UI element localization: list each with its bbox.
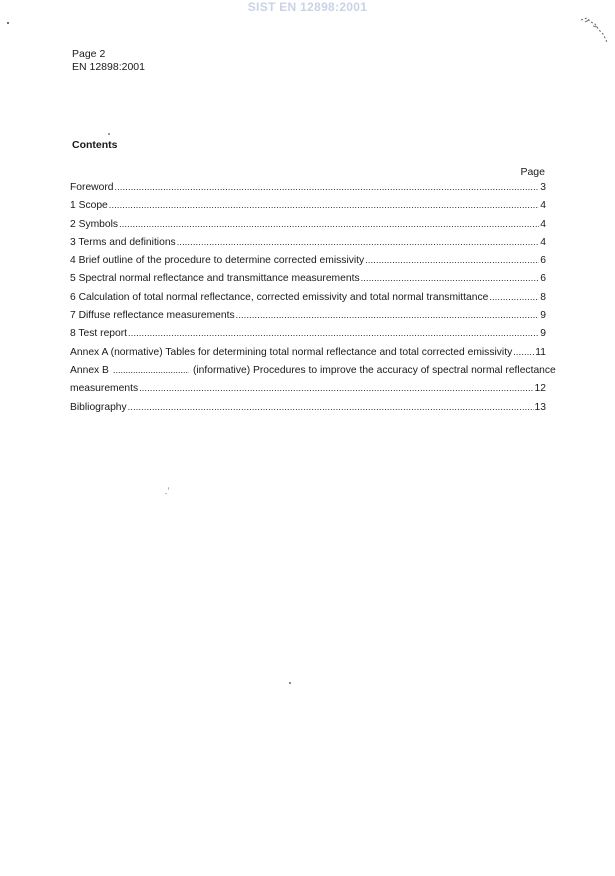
toc-entry-bibliography[interactable] xyxy=(70,401,546,419)
leader-dots xyxy=(139,382,533,395)
scan-speck xyxy=(108,133,110,135)
toc-entry-title: Annex A (normative) Tables for determining total normal reflectance and total corrected emissivity xyxy=(70,346,513,358)
scan-speck xyxy=(168,487,169,490)
leader-dots xyxy=(361,272,539,285)
leader-dots xyxy=(109,199,539,212)
toc-entry-title: Bibliography xyxy=(70,401,127,413)
toc-entry-page: 3 xyxy=(540,182,546,193)
toc-entry-title: 4 Brief outline of the procedure to determine corrected emissivity xyxy=(70,255,365,267)
table-of-contents xyxy=(70,181,556,419)
toc-entry-page: 11 xyxy=(535,346,546,358)
toc-entry-page: 9 xyxy=(540,310,546,322)
standard-number: EN 12898:2001 xyxy=(72,61,145,73)
leader-dots xyxy=(489,291,539,304)
toc-entry-page: 13 xyxy=(534,401,546,413)
toc-entry-annex-a[interactable] xyxy=(70,346,546,364)
scan-speck xyxy=(7,22,9,24)
toc-entry-page: 4 xyxy=(540,236,546,248)
toc-entry-symbols[interactable] xyxy=(70,218,546,236)
scan-mark-icon xyxy=(579,16,609,44)
scan-speck xyxy=(165,493,167,494)
leader-dots xyxy=(236,309,539,322)
leader-dots xyxy=(128,327,539,340)
toc-entry-title: Foreword xyxy=(70,182,114,193)
toc-entry-page: 12 xyxy=(534,382,546,394)
toc-entry-title: 7 Diffuse reflectance measurements xyxy=(70,310,235,322)
toc-entry-diffuse[interactable] xyxy=(70,309,546,327)
toc-entry-title-rest: (informative) Procedures to improve the accuracy of spectral normal reflectance xyxy=(192,364,556,376)
page-number: Page 2 xyxy=(72,48,106,60)
toc-entry-page: 6 xyxy=(540,255,546,267)
leader-dots xyxy=(119,218,539,231)
toc-entry-foreword[interactable] xyxy=(70,181,546,199)
toc-entry-outline[interactable] xyxy=(70,254,546,272)
toc-entry-page: 9 xyxy=(540,328,546,340)
toc-entry-title: 1 Scope xyxy=(70,200,108,212)
toc-entry-annex-b[interactable] xyxy=(70,364,556,401)
toc-entry-title: 3 Terms and definitions xyxy=(70,236,176,248)
scan-speck xyxy=(289,682,291,684)
toc-entry-title-lead: Annex B xyxy=(70,364,109,376)
toc-entry-title-continued: measurements xyxy=(70,382,139,394)
toc-entry-scope[interactable] xyxy=(70,199,546,217)
watermark: SIST EN 12898:2001 xyxy=(247,0,368,14)
page-header xyxy=(72,48,145,74)
toc-entry-title: 5 Spectral normal reflectance and transmittance measurements xyxy=(70,273,360,285)
toc-entry-page: 4 xyxy=(540,218,546,230)
leader-dots xyxy=(365,254,539,267)
page-column-label: Page xyxy=(520,166,545,178)
leader-dots xyxy=(128,401,534,414)
toc-entry-terms[interactable] xyxy=(70,236,546,254)
toc-entry-calculation[interactable] xyxy=(70,291,546,309)
toc-entry-page: 6 xyxy=(540,273,546,285)
leader-dots xyxy=(513,346,534,359)
leader-dots xyxy=(115,181,540,194)
contents-heading: Contents xyxy=(72,139,118,151)
toc-entry-title: 2 Symbols xyxy=(70,218,119,230)
toc-entry-page: 4 xyxy=(540,200,546,212)
toc-entry-page: 8 xyxy=(540,291,546,303)
leader-dots xyxy=(109,364,189,377)
leader-dots xyxy=(177,236,539,249)
toc-entry-test-report[interactable] xyxy=(70,327,546,345)
toc-entry-spectral[interactable] xyxy=(70,272,546,290)
toc-entry-title: 6 Calculation of total normal reflectance, corrected emissivity and total normal transmittance xyxy=(70,291,489,303)
toc-entry-title: 8 Test report xyxy=(70,328,128,340)
